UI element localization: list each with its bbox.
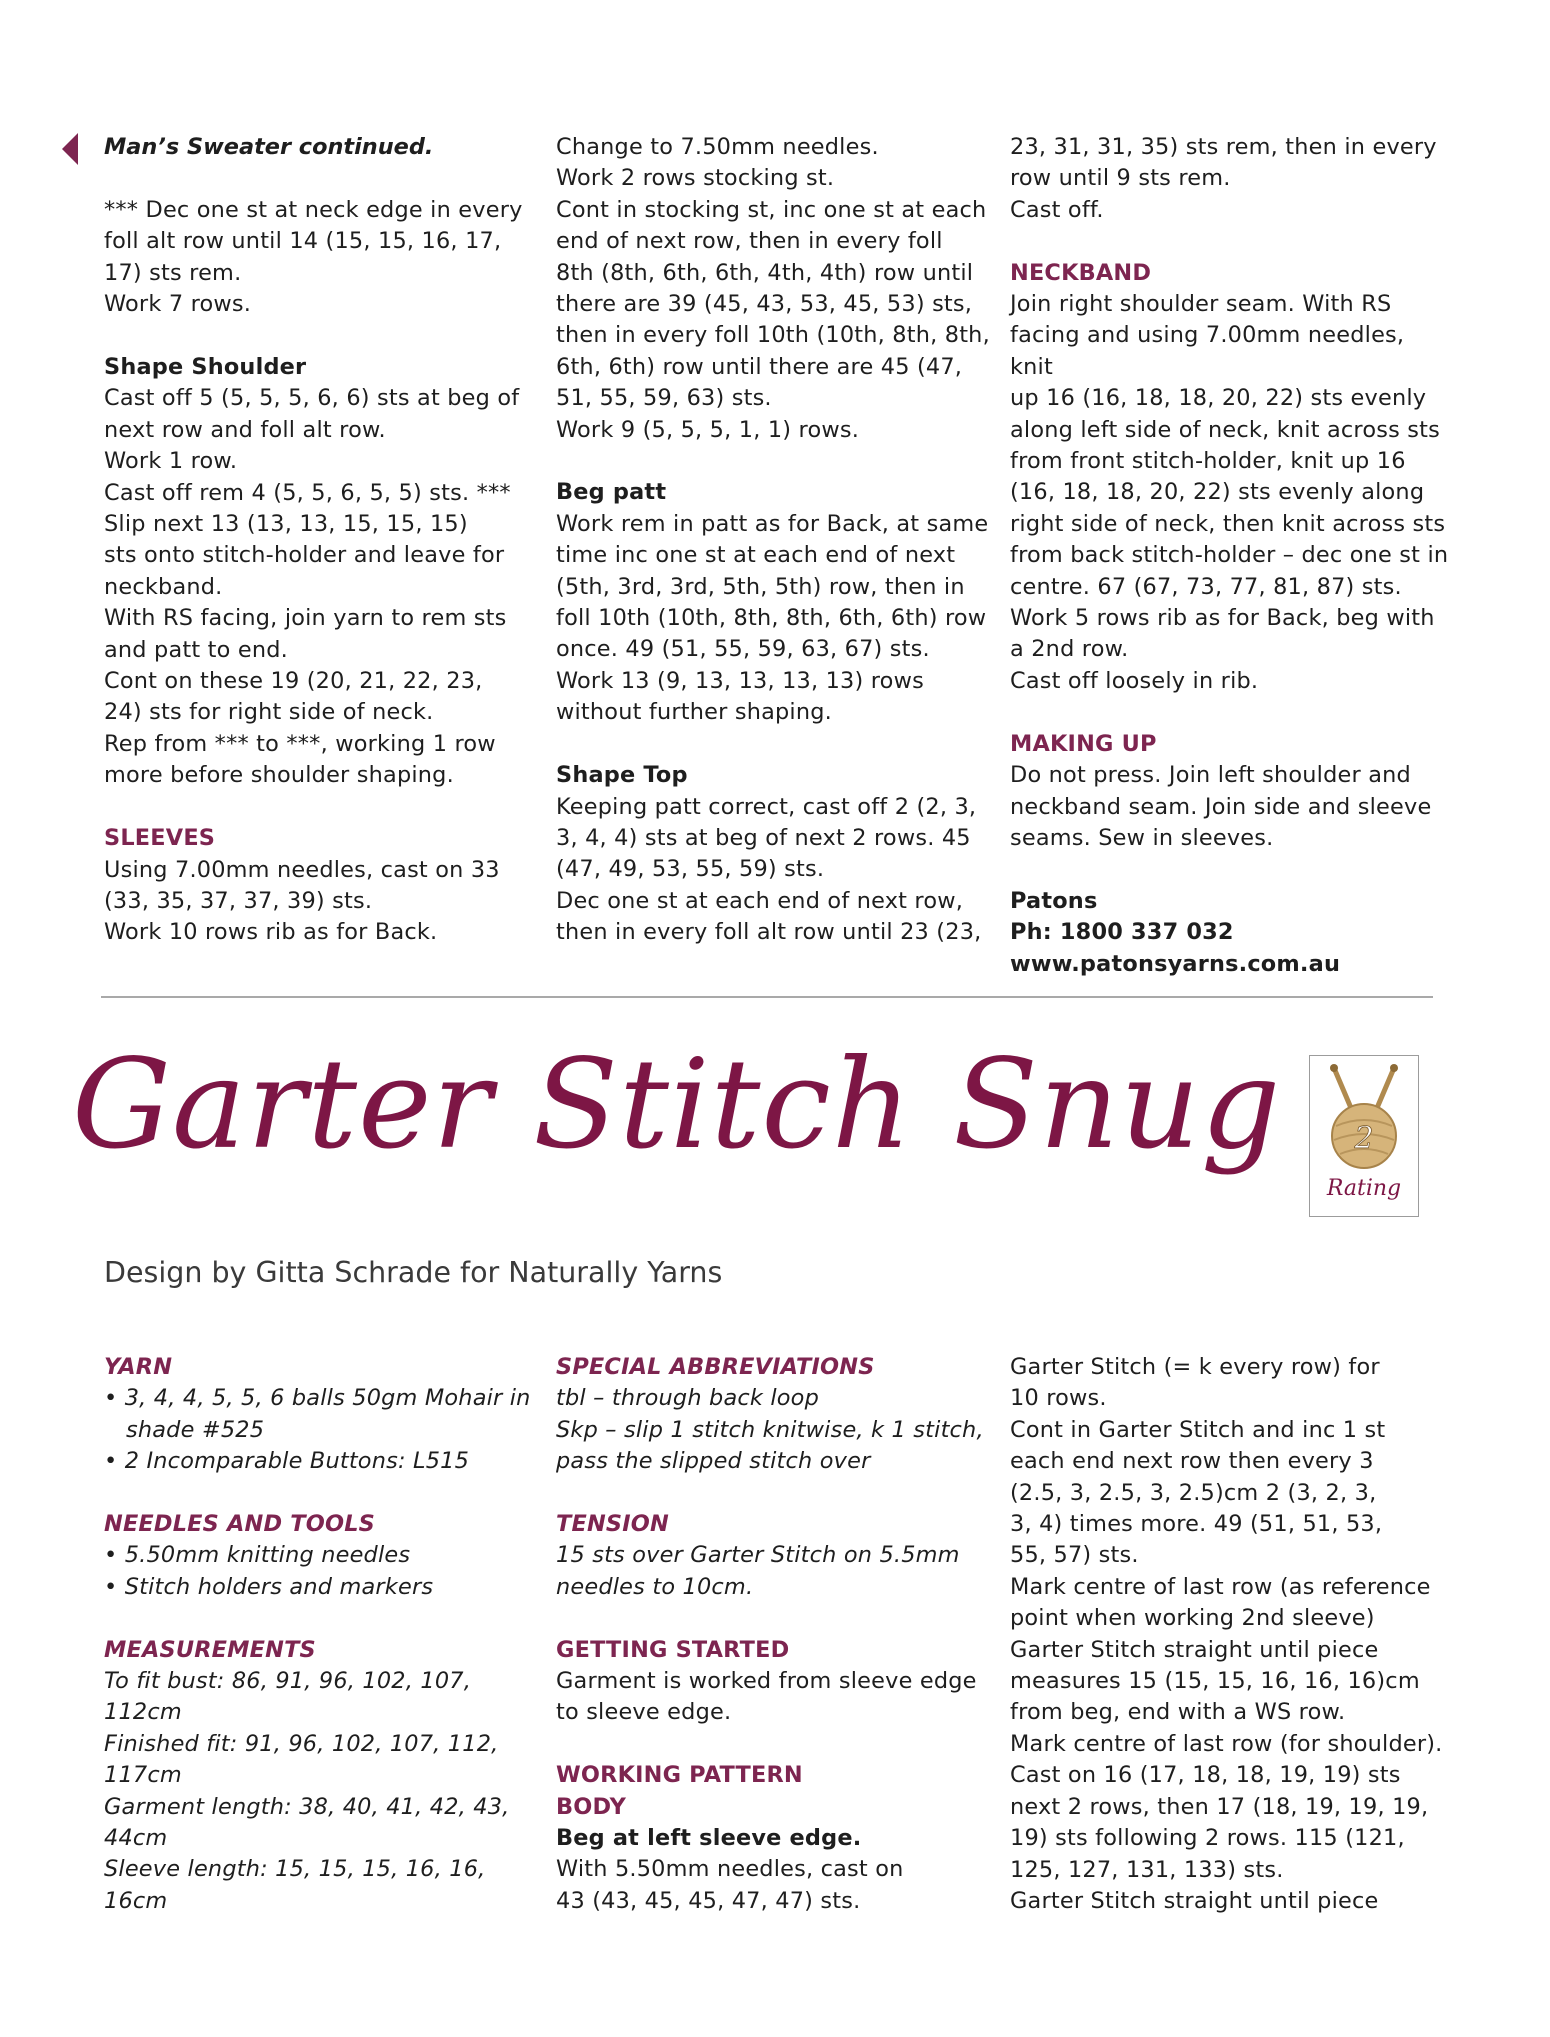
text-line: Work 2 rows stocking st. bbox=[556, 165, 835, 192]
pattern-column-2 bbox=[556, 1352, 996, 1917]
text-line: Join right shoulder seam. With RS bbox=[1010, 291, 1392, 318]
text-line: needles to 10cm. bbox=[556, 1573, 754, 1600]
text-line: 19) sts following 2 rows. 115 (121, bbox=[1010, 1825, 1405, 1852]
text-line: 3, 4) times more. 49 (51, 51, 53, bbox=[1010, 1511, 1383, 1538]
text-line: To fit bust: 86, 91, 96, 102, 107, bbox=[104, 1668, 472, 1695]
col2-p2 bbox=[556, 509, 996, 729]
body-heading: BODY bbox=[556, 1793, 627, 1820]
text-line: along left side of neck, knit across sts bbox=[1010, 416, 1440, 443]
pattern-column-1 bbox=[104, 1352, 534, 1917]
getting-started-lines bbox=[556, 1666, 996, 1729]
tension-heading: TENSION bbox=[556, 1511, 669, 1538]
section-divider bbox=[101, 996, 1433, 998]
text-line: neckband. bbox=[104, 573, 223, 600]
shape-top-heading: Shape Top bbox=[556, 762, 688, 789]
text-line: www.patonsyarns.com.au bbox=[1010, 950, 1341, 977]
sleeves-heading: SLEEVES bbox=[104, 825, 216, 852]
getting-started-heading: GETTING STARTED bbox=[556, 1636, 790, 1663]
rating-badge bbox=[1309, 1055, 1419, 1217]
text-line: 112cm bbox=[104, 1699, 182, 1726]
text-line: 15 sts over Garter Stitch on 5.5mm bbox=[556, 1542, 960, 1569]
text-line: Cast off loosely in rib. bbox=[1010, 667, 1259, 694]
text-line: 8th (8th, 6th, 6th, 4th, 4th) row until bbox=[556, 259, 974, 286]
continued-column-1 bbox=[104, 195, 534, 949]
text-line: 24) sts for right side of neck. bbox=[104, 699, 434, 726]
text-line: time inc one st at each end of next bbox=[556, 542, 956, 569]
tension-lines bbox=[556, 1540, 996, 1603]
contact-details bbox=[1010, 886, 1450, 980]
text-line: With RS facing, join yarn to rem sts bbox=[104, 605, 507, 632]
text-line: 23, 31, 31, 35) sts rem, then in every bbox=[1010, 134, 1437, 160]
text-line: Work 10 rows rib as for Back. bbox=[104, 919, 438, 946]
text-line: Slip next 13 (13, 13, 15, 15, 15) bbox=[104, 511, 468, 538]
needles-heading: NEEDLES AND TOOLS bbox=[104, 1511, 375, 1538]
text-line: (16, 18, 18, 20, 22) sts evenly along bbox=[1010, 479, 1425, 506]
text-line: a 2nd row. bbox=[1010, 636, 1129, 663]
text-line: seams. Sew in sleeves. bbox=[1010, 824, 1274, 851]
text-line: Sleeve length: 15, 15, 15, 16, 16, bbox=[104, 1856, 486, 1883]
text-line: end of next row, then in every foll bbox=[556, 228, 943, 255]
beg-patt-heading: Beg patt bbox=[556, 479, 667, 506]
text-line: then in every foll alt row until 23 (23, bbox=[556, 919, 982, 946]
text-line: once. 49 (51, 55, 59, 63, 67) sts. bbox=[556, 636, 930, 663]
text-line: Keeping patt correct, cast off 2 (2, 3, bbox=[556, 793, 977, 820]
text-line: neckband seam. Join side and sleeve bbox=[1010, 793, 1432, 820]
text-line: 43 (43, 45, 45, 47, 47) sts. bbox=[556, 1887, 861, 1914]
col1-p1 bbox=[104, 195, 534, 321]
text-line: Garter Stitch (= k every row) for bbox=[1010, 1354, 1380, 1380]
making-up-heading: MAKING UP bbox=[1010, 730, 1157, 757]
list-item: • 2 Incomparable Buttons: L515 bbox=[104, 1448, 470, 1475]
yarn-list bbox=[104, 1383, 534, 1477]
text-line: 51, 55, 59, 63) sts. bbox=[556, 385, 772, 412]
designer-credit: Design by Gitta Schrade for Naturally Yarns bbox=[104, 1256, 723, 1289]
text-line: Work rem in patt as for Back, at same bbox=[556, 510, 989, 537]
list-item: • Stitch holders and markers bbox=[104, 1573, 434, 1600]
rating-number: 2 bbox=[1354, 1121, 1374, 1156]
text-line: from back stitch-holder – dec one st in bbox=[1010, 542, 1449, 569]
continued-column-3 bbox=[1010, 132, 1450, 980]
pattern-title: Garter Stitch Snug bbox=[72, 1033, 1282, 1177]
needles-list bbox=[104, 1540, 534, 1603]
text-line: pass the slipped stitch over bbox=[556, 1448, 871, 1475]
text-line: Work 9 (5, 5, 5, 1, 1) rows. bbox=[556, 416, 860, 443]
text-line: up 16 (16, 18, 18, 20, 22) sts evenly bbox=[1010, 385, 1427, 412]
text-line: 6th, 6th) row until there are 45 (47, bbox=[556, 353, 963, 380]
pattern-col3-lines bbox=[1010, 1352, 1450, 1917]
text-line: Cont in stocking st, inc one st at each bbox=[556, 196, 987, 223]
text-line: 44cm bbox=[104, 1825, 168, 1852]
text-line: Cast off 5 (5, 5, 5, 6, 6) sts at beg of bbox=[104, 385, 520, 412]
continued-column-2 bbox=[556, 132, 996, 949]
beg-lines bbox=[556, 1854, 996, 1917]
list-item: • 3, 4, 4, 5, 5, 6 balls 50gm Mohair in shade #525 bbox=[104, 1385, 531, 1443]
text-line: more before shoulder shaping. bbox=[104, 762, 454, 789]
text-line: tbl – through back loop bbox=[556, 1385, 819, 1412]
abbreviations-heading: SPECIAL ABBREVIATIONS bbox=[556, 1354, 875, 1380]
text-line: and patt to end. bbox=[104, 636, 288, 663]
text-line: from front stitch-holder, knit up 16 bbox=[1010, 448, 1406, 475]
text-line: from beg, end with a WS row. bbox=[1010, 1699, 1346, 1726]
col1-p3 bbox=[104, 855, 534, 949]
text-line: Change to 7.50mm needles. bbox=[556, 134, 879, 160]
text-line: Garter Stitch straight until piece bbox=[1010, 1887, 1379, 1914]
text-line: *** Dec one st at neck edge in every bbox=[104, 197, 523, 223]
text-line: next row and foll alt row. bbox=[104, 416, 386, 443]
text-line: 117cm bbox=[104, 1762, 182, 1789]
col2-p1 bbox=[556, 132, 996, 446]
col3-p1 bbox=[1010, 132, 1450, 226]
text-line: measures 15 (15, 15, 16, 16, 16)cm bbox=[1010, 1668, 1420, 1695]
text-line: Ph: 1800 337 032 bbox=[1010, 919, 1234, 946]
text-line: 125, 127, 131, 133) sts. bbox=[1010, 1856, 1284, 1883]
text-line: Cont on these 19 (20, 21, 22, 23, bbox=[104, 668, 483, 695]
measurements-lines bbox=[104, 1666, 534, 1917]
text-line: facing and using 7.00mm needles, knit bbox=[1010, 322, 1405, 380]
text-line: With 5.50mm needles, cast on bbox=[556, 1856, 904, 1883]
text-line: 3, 4, 4) sts at beg of next 2 rows. 45 bbox=[556, 824, 971, 851]
text-line: point when working 2nd sleeve) bbox=[1010, 1605, 1375, 1632]
text-line: foll 10th (10th, 8th, 8th, 6th, 6th) row bbox=[556, 605, 987, 632]
col1-p2 bbox=[104, 383, 534, 791]
text-line: (5th, 3rd, 3rd, 5th, 5th) row, then in bbox=[556, 573, 965, 600]
continued-arrow-icon bbox=[62, 133, 78, 165]
text-line: Cont in Garter Stitch and inc 1 st bbox=[1010, 1416, 1386, 1443]
pattern-column-3 bbox=[1010, 1352, 1450, 1917]
text-line: Work 13 (9, 13, 13, 13, 13) rows bbox=[556, 667, 924, 694]
text-line: Garter Stitch straight until piece bbox=[1010, 1636, 1379, 1663]
text-line: Garment length: 38, 40, 41, 42, 43, bbox=[104, 1793, 510, 1820]
text-line: Work 7 rows. bbox=[104, 291, 252, 318]
measurements-heading: MEASUREMENTS bbox=[104, 1636, 316, 1663]
text-line: then in every foll 10th (10th, 8th, 8th, bbox=[556, 322, 990, 349]
text-line: 16cm bbox=[104, 1887, 168, 1914]
text-line: Mark centre of last row (as reference bbox=[1010, 1573, 1431, 1600]
text-line: Mark centre of last row (for shoulder). bbox=[1010, 1730, 1443, 1757]
text-line: row until 9 sts rem. bbox=[1010, 165, 1231, 192]
text-line: right side of neck, then knit across sts bbox=[1010, 510, 1446, 537]
text-line: Cast off rem 4 (5, 5, 6, 5, 5) sts. *** bbox=[104, 479, 511, 506]
shape-shoulder-heading: Shape Shoulder bbox=[104, 354, 307, 381]
col3-p3 bbox=[1010, 760, 1450, 854]
text-line: 17) sts rem. bbox=[104, 259, 242, 286]
text-line: (2.5, 3, 2.5, 3, 2.5)cm 2 (3, 2, 3, bbox=[1010, 1479, 1377, 1506]
continued-title: Man’s Sweater continued. bbox=[104, 134, 434, 160]
text-line: each end next row then every 3 bbox=[1010, 1448, 1374, 1475]
text-line: Cast off. bbox=[1010, 196, 1104, 223]
text-line: Work 5 rows rib as for Back, beg with bbox=[1010, 605, 1435, 632]
col3-p2 bbox=[1010, 289, 1450, 697]
rating-label: Rating bbox=[1326, 1176, 1402, 1201]
text-line: foll alt row until 14 (15, 15, 16, 17, bbox=[104, 228, 502, 255]
text-line: 55, 57) sts. bbox=[1010, 1542, 1139, 1569]
text-line: Dec one st at each end of next row, bbox=[556, 887, 964, 914]
working-pattern-heading: WORKING PATTERN bbox=[556, 1762, 803, 1789]
text-line: (47, 49, 53, 55, 59) sts. bbox=[556, 856, 825, 883]
text-line: sts onto stitch-holder and leave for bbox=[104, 542, 505, 569]
text-line: Do not press. Join left shoulder and bbox=[1010, 762, 1411, 789]
text-line: Work 1 row. bbox=[104, 448, 238, 475]
list-item: • 5.50mm knitting needles bbox=[104, 1542, 411, 1569]
beg-left-sleeve-heading: Beg at left sleeve edge. bbox=[556, 1825, 862, 1852]
text-line: Patons bbox=[1010, 887, 1098, 914]
text-line: 10 rows. bbox=[1010, 1385, 1107, 1412]
text-line: Skp – slip 1 stitch knitwise, k 1 stitch, bbox=[556, 1416, 984, 1443]
abbreviations-lines bbox=[556, 1383, 996, 1477]
text-line: centre. 67 (67, 73, 77, 81, 87) sts. bbox=[1010, 573, 1402, 600]
col2-p3 bbox=[556, 792, 996, 949]
text-line: next 2 rows, then 17 (18, 19, 19, 19, bbox=[1010, 1793, 1429, 1820]
text-line: (33, 35, 37, 37, 39) sts. bbox=[104, 887, 373, 914]
text-line: Cast on 16 (17, 18, 18, 19, 19) sts bbox=[1010, 1762, 1401, 1789]
text-line: to sleeve edge. bbox=[556, 1699, 732, 1726]
yarn-heading: YARN bbox=[104, 1354, 173, 1380]
text-line: without further shaping. bbox=[556, 699, 832, 726]
neckband-heading: NECKBAND bbox=[1010, 259, 1152, 286]
text-line: Finished fit: 91, 96, 102, 107, 112, bbox=[104, 1730, 499, 1757]
text-line: there are 39 (45, 43, 53, 45, 53) sts, bbox=[556, 291, 973, 318]
text-line: Using 7.00mm needles, cast on 33 bbox=[104, 856, 500, 883]
text-line: Garment is worked from sleeve edge bbox=[556, 1668, 977, 1695]
text-line: Rep from *** to ***, working 1 row bbox=[104, 730, 496, 757]
